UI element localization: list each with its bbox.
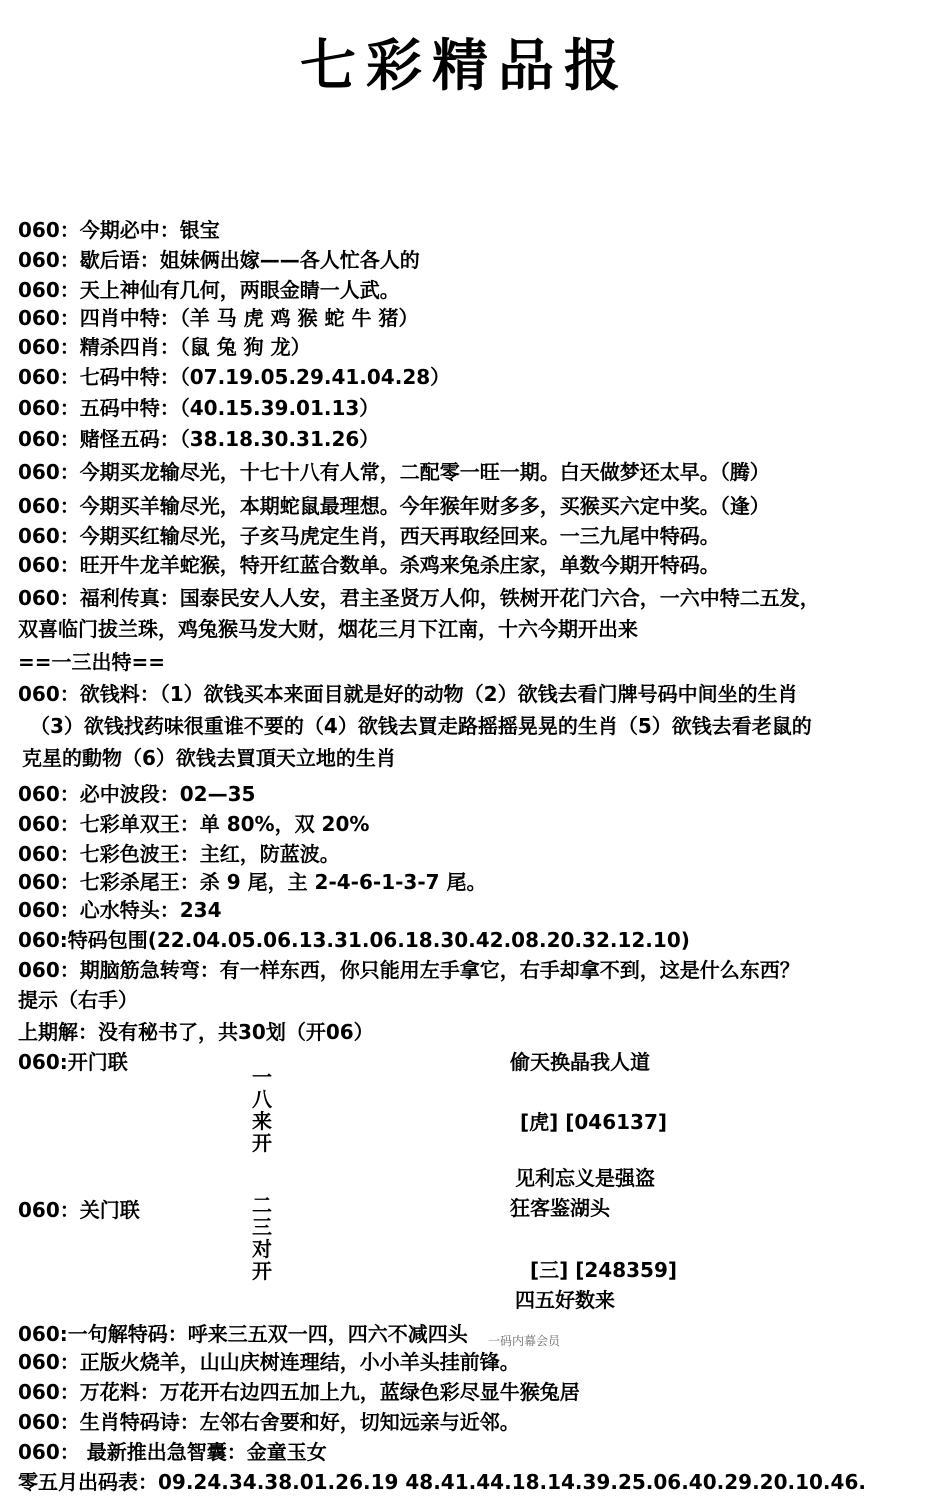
open-couplet-tag: [虎] [046137] <box>520 1110 668 1134</box>
close-couplet-vertical <box>250 1194 274 1282</box>
text-line: 060：七彩杀尾王：杀 9 尾，主 2-4-6-1-3-7 尾。 <box>18 870 487 894</box>
text-line: 060：期脑筋急转弯：有一样东西，你只能用左手拿它，右手却拿不到，这是什么东西？ <box>18 958 800 982</box>
text-line: 060：七彩单双王：单 80%，双 20% <box>18 812 370 836</box>
close-vertical-char: 开 <box>252 1259 272 1283</box>
close-couplet-label: 060：关门联 <box>18 1198 140 1222</box>
text-line: 双喜临门拔兰珠，鸡兔猴马发大财，烟花三月下江南，十六今期开出来 <box>18 617 638 641</box>
open-couplet-label: 060:开门联 <box>18 1050 128 1074</box>
open-vertical-char: 开 <box>252 1131 272 1155</box>
text-line: 060：七码中特：（07.19.05.29.41.04.28） <box>18 365 451 389</box>
close-vertical-char: 对 <box>252 1237 272 1261</box>
text-line: 060：心水特头：234 <box>18 898 222 922</box>
text-line: 060：必中波段：02—35 <box>18 782 256 806</box>
page-title: 七彩精品报 <box>300 33 630 99</box>
text-line: （3）欲钱找药味很重谁不要的（4）欲钱去買走路摇摇晃晃的生肖（5）欲钱去看老鼠的 <box>30 714 812 738</box>
text-line: 060：今期必中：银宝 <box>18 218 220 242</box>
open-couplet-bottom: 见利忘义是强盗 <box>515 1166 655 1190</box>
text-line: 克星的動物（6）欲钱去買頂天立地的生肖 <box>22 746 396 770</box>
text-line: 零五月出码表：09.24.34.38.01.26.19 48.41.44.18.14.39.25.06.40.29.20.10.46. <box>18 1470 866 1494</box>
open-vertical-char: 一 <box>252 1065 272 1089</box>
text-line: 060：精杀四肖：（鼠 兔 狗 龙） <box>18 335 311 359</box>
text-line: 提示（右手） <box>18 988 138 1012</box>
text-line: 060：生肖特码诗：左邻右舍要和好，切知远亲与近邻。 <box>18 1410 520 1434</box>
open-couplet-top: 偷天换晶我人道 <box>510 1050 650 1074</box>
open-vertical-char: 来 <box>252 1109 272 1133</box>
text-line: 060:一句解特码：呼来三五双一四，四六不减四头 <box>18 1322 468 1346</box>
close-vertical-char: 三 <box>252 1215 272 1239</box>
text-line: 060：五码中特：（40.15.39.01.13） <box>18 396 380 420</box>
text-line: 060：欲钱料：（1）欲钱买本来面目就是好的动物（2）欲钱去看门牌号码中间坐的生肖 <box>18 682 798 706</box>
text-line: 060：福利传真：国泰民安人人安，君主圣贤万人仰，铁树开花门六合，一六中特二五发， <box>18 586 820 610</box>
text-line: 060:特码包围(22.04.05.06.13.31.06.18.30.42.08.20.32.12.10) <box>18 928 690 952</box>
close-couplet-bottom: 四五好数来 <box>515 1288 615 1312</box>
text-line: 060：今期买红输尽光，子亥马虎定生肖，西天再取经回来。一三九尾中特码。 <box>18 524 720 548</box>
close-vertical-char: 二 <box>252 1193 272 1217</box>
smudge-text: 一码内幕会员 <box>488 1334 561 1348</box>
open-couplet-vertical <box>250 1066 274 1154</box>
text-line: 060：赌怪五码：（38.18.30.31.26） <box>18 427 380 451</box>
text-line: 060：万花料：万花开右边四五加上九，蓝绿色彩尽显牛猴兔居 <box>18 1380 580 1404</box>
text-line: 060：四肖中特：（羊 马 虎 鸡 猴 蛇 牛 猪） <box>18 306 419 330</box>
text-line: 060：歇后语：姐妹俩出嫁——各人忙各人的 <box>18 248 420 272</box>
text-line: 060：天上神仙有几何，两眼金睛一人武。 <box>18 278 400 302</box>
text-line: 060：旺开牛龙羊蛇猴，特开红蓝合数单。杀鸡来兔杀庄家，单数今期开特码。 <box>18 553 720 577</box>
text-line: 060： 最新推出急智囊：金童玉女 <box>18 1440 327 1464</box>
text-line: 上期解：没有秘书了，共30划（开06） <box>18 1020 374 1044</box>
text-line: 060：七彩色波王：主红，防蓝波。 <box>18 842 340 866</box>
open-vertical-char: 八 <box>252 1087 272 1111</box>
text-line: 060：正版火烧羊，山山庆树连理结，小小羊头挂前锋。 <box>18 1350 520 1374</box>
text-line: ==一三出特== <box>18 650 166 674</box>
close-couplet-top: 狂客鉴湖头 <box>510 1196 610 1220</box>
close-couplet-tag: [三] [248359] <box>530 1258 678 1282</box>
text-line: 060：今期买龙输尽光，十七十八有人常，二配零一旺一期。白天做梦还太早。（腾） <box>18 460 770 484</box>
text-line: 060：今期买羊输尽光，本期蛇鼠最理想。今年猴年财多多，买猴买六定中奖。（逢） <box>18 494 770 518</box>
